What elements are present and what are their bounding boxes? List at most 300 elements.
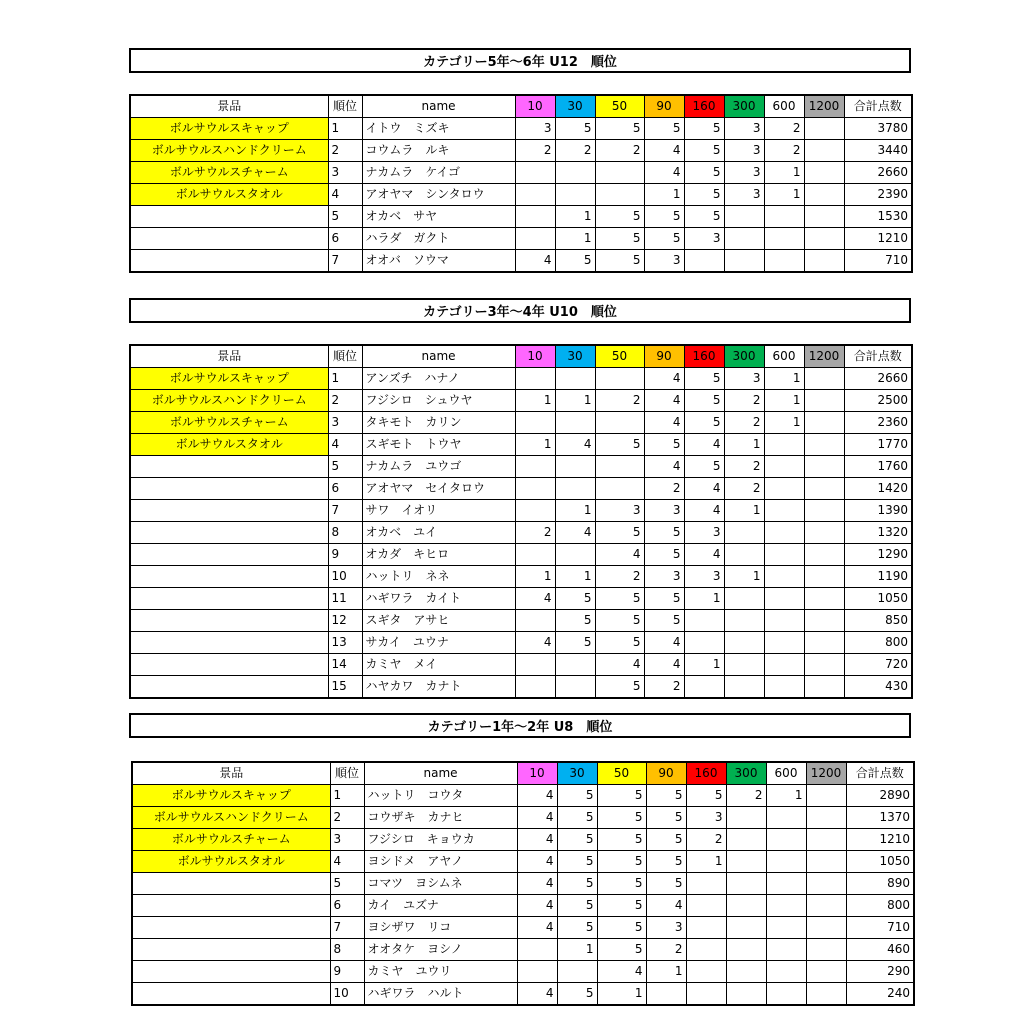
points-cell-p600 — [764, 456, 804, 478]
points-cell-p30: 5 — [555, 632, 595, 654]
points-cell-p10: 2 — [515, 140, 555, 162]
rank-cell: 6 — [330, 895, 364, 917]
points-cell-p50: 5 — [597, 895, 646, 917]
name-cell: ナカムラ ケイゴ — [362, 162, 515, 184]
points-cell-p300: 2 — [724, 456, 764, 478]
table-row — [132, 961, 914, 983]
rank-cell: 3 — [330, 829, 364, 851]
table-row — [130, 250, 912, 273]
points-cell-p90: 4 — [644, 368, 684, 390]
points-cell-p1200 — [804, 588, 844, 610]
points-cell-p90: 4 — [644, 654, 684, 676]
points-cell-p600: 1 — [764, 412, 804, 434]
total-cell: 850 — [844, 610, 912, 632]
points-cell-p50: 2 — [595, 390, 644, 412]
points-cell-p10: 1 — [515, 566, 555, 588]
prize-cell: ボルサウルスキャップ — [130, 368, 328, 390]
prize-cell — [130, 632, 328, 654]
points-cell-p160: 2 — [686, 829, 726, 851]
points-cell-p30: 5 — [557, 807, 597, 829]
prize-cell: ボルサウルスキャップ — [130, 118, 328, 140]
header-p50: 50 — [595, 345, 644, 368]
table-row — [130, 500, 912, 522]
points-cell-p50: 5 — [595, 588, 644, 610]
points-cell-p10: 4 — [517, 917, 557, 939]
total-cell: 1770 — [844, 434, 912, 456]
total-cell: 1420 — [844, 478, 912, 500]
rank-cell: 3 — [328, 162, 362, 184]
points-cell-p30 — [555, 544, 595, 566]
points-cell-p50: 5 — [597, 807, 646, 829]
points-cell-p50: 5 — [597, 851, 646, 873]
prize-cell: ボルサウルスキャップ — [132, 785, 330, 807]
points-cell-p10 — [515, 206, 555, 228]
rank-cell: 7 — [328, 500, 362, 522]
points-cell-p50: 5 — [597, 939, 646, 961]
points-cell-p160: 1 — [686, 851, 726, 873]
header-p50: 50 — [595, 95, 644, 118]
total-cell: 290 — [846, 961, 914, 983]
name-cell: ハットリ コウタ — [364, 785, 517, 807]
points-cell-p1200 — [804, 610, 844, 632]
points-cell-p30: 5 — [557, 829, 597, 851]
ranking-table-u8 — [131, 761, 915, 1006]
rank-cell: 6 — [328, 478, 362, 500]
rank-cell: 11 — [328, 588, 362, 610]
ranking-table-u10 — [129, 344, 913, 699]
points-cell-p30: 5 — [557, 785, 597, 807]
points-cell-p30: 5 — [557, 873, 597, 895]
points-cell-p1200 — [804, 500, 844, 522]
prize-cell — [130, 654, 328, 676]
points-cell-p90: 5 — [644, 206, 684, 228]
table-row — [130, 478, 912, 500]
header-p600: 600 — [766, 762, 806, 785]
points-cell-p1200 — [804, 162, 844, 184]
category-title-text: カテゴリー3年～4年 U10 順位 — [423, 305, 617, 320]
points-cell-p600 — [764, 228, 804, 250]
points-cell-p30: 1 — [555, 500, 595, 522]
points-cell-p50: 5 — [597, 873, 646, 895]
name-cell: オオバ ソウマ — [362, 250, 515, 273]
header-total: 合計点数 — [844, 95, 912, 118]
points-cell-p600 — [766, 829, 806, 851]
points-cell-p10 — [515, 500, 555, 522]
rank-cell: 15 — [328, 676, 362, 699]
table-row — [130, 522, 912, 544]
name-cell: ハヤカワ カナト — [362, 676, 515, 699]
points-cell-p90: 5 — [644, 544, 684, 566]
total-cell: 2360 — [844, 412, 912, 434]
points-cell-p1200 — [806, 917, 846, 939]
name-cell: スギモト トウヤ — [362, 434, 515, 456]
total-cell: 710 — [844, 250, 912, 273]
table-row — [132, 851, 914, 873]
total-cell: 240 — [846, 983, 914, 1006]
points-cell-p1200 — [804, 566, 844, 588]
points-cell-p90: 4 — [644, 162, 684, 184]
points-cell-p90: 5 — [644, 228, 684, 250]
name-cell: ハギワラ ハルト — [364, 983, 517, 1006]
total-cell: 2660 — [844, 162, 912, 184]
points-cell-p30: 4 — [555, 434, 595, 456]
points-cell-p50: 5 — [595, 206, 644, 228]
points-cell-p30: 5 — [555, 588, 595, 610]
table-row — [130, 184, 912, 206]
name-cell: ヨシドメ アヤノ — [364, 851, 517, 873]
category-title-u12 — [129, 48, 911, 73]
points-cell-p160: 5 — [684, 456, 724, 478]
total-cell: 3780 — [844, 118, 912, 140]
points-cell-p1200 — [804, 368, 844, 390]
header-p600: 600 — [764, 95, 804, 118]
header-p300: 300 — [724, 95, 764, 118]
points-cell-p160: 1 — [684, 654, 724, 676]
points-cell-p1200 — [804, 206, 844, 228]
prize-cell — [130, 522, 328, 544]
points-cell-p50: 2 — [595, 566, 644, 588]
points-cell-p30 — [557, 961, 597, 983]
points-cell-p30: 1 — [555, 206, 595, 228]
points-cell-p50 — [595, 478, 644, 500]
points-cell-p90: 2 — [646, 939, 686, 961]
header-prize: 景品 — [130, 345, 328, 368]
points-cell-p30: 5 — [555, 610, 595, 632]
prize-cell — [130, 500, 328, 522]
rank-cell: 5 — [328, 206, 362, 228]
points-cell-p50: 2 — [595, 140, 644, 162]
header-p10: 10 — [517, 762, 557, 785]
points-cell-p90: 5 — [644, 588, 684, 610]
points-cell-p300: 1 — [724, 500, 764, 522]
points-cell-p50: 5 — [595, 610, 644, 632]
points-cell-p300: 2 — [724, 390, 764, 412]
points-cell-p600 — [764, 206, 804, 228]
points-cell-p30: 5 — [555, 250, 595, 273]
prize-cell — [130, 228, 328, 250]
points-cell-p600 — [766, 961, 806, 983]
prize-cell — [130, 478, 328, 500]
total-cell: 2660 — [844, 368, 912, 390]
points-cell-p600 — [764, 588, 804, 610]
rank-cell: 3 — [328, 412, 362, 434]
points-cell-p600: 2 — [764, 118, 804, 140]
table-header-row — [130, 345, 912, 368]
points-cell-p300 — [724, 206, 764, 228]
points-cell-p50: 5 — [595, 676, 644, 699]
prize-cell: ボルサウルスチャーム — [130, 162, 328, 184]
points-cell-p90: 5 — [644, 522, 684, 544]
points-cell-p90: 5 — [646, 873, 686, 895]
rank-cell: 13 — [328, 632, 362, 654]
points-cell-p600 — [764, 654, 804, 676]
table-row — [130, 610, 912, 632]
points-cell-p300: 1 — [724, 434, 764, 456]
prize-cell — [130, 588, 328, 610]
points-cell-p1200 — [804, 412, 844, 434]
points-cell-p90: 3 — [644, 250, 684, 273]
points-cell-p50 — [595, 184, 644, 206]
points-cell-p300 — [724, 632, 764, 654]
table-row — [130, 632, 912, 654]
points-cell-p160 — [686, 895, 726, 917]
rank-cell: 4 — [330, 851, 364, 873]
points-cell-p90: 5 — [646, 785, 686, 807]
points-cell-p90: 5 — [646, 829, 686, 851]
rank-cell: 1 — [330, 785, 364, 807]
prize-cell: ボルサウルスハンドクリーム — [132, 807, 330, 829]
rank-cell: 7 — [330, 917, 364, 939]
points-cell-p10: 4 — [517, 895, 557, 917]
prize-cell — [130, 566, 328, 588]
ranking-table-u12 — [129, 94, 913, 273]
rank-cell: 8 — [330, 939, 364, 961]
header-p10: 10 — [515, 345, 555, 368]
header-total: 合計点数 — [844, 345, 912, 368]
points-cell-p90: 3 — [644, 566, 684, 588]
table-row — [130, 140, 912, 162]
points-cell-p160: 4 — [684, 500, 724, 522]
points-cell-p600: 1 — [764, 368, 804, 390]
table-row — [132, 829, 914, 851]
header-p300: 300 — [724, 345, 764, 368]
points-cell-p30 — [555, 184, 595, 206]
points-cell-p600 — [764, 610, 804, 632]
total-cell: 1390 — [844, 500, 912, 522]
points-cell-p90: 3 — [646, 917, 686, 939]
name-cell: ナカムラ ユウゴ — [362, 456, 515, 478]
points-cell-p30: 5 — [557, 917, 597, 939]
points-cell-p30: 4 — [555, 522, 595, 544]
points-cell-p1200 — [806, 939, 846, 961]
header-rank: 順位 — [328, 95, 362, 118]
points-cell-p300 — [724, 544, 764, 566]
points-cell-p90: 4 — [644, 140, 684, 162]
prize-cell — [130, 676, 328, 699]
points-cell-p160 — [686, 873, 726, 895]
table-row — [130, 654, 912, 676]
rank-cell: 10 — [330, 983, 364, 1006]
points-cell-p50 — [595, 162, 644, 184]
total-cell: 1050 — [846, 851, 914, 873]
points-cell-p300 — [726, 851, 766, 873]
table-row — [130, 434, 912, 456]
points-cell-p30 — [555, 654, 595, 676]
rank-cell: 4 — [328, 434, 362, 456]
points-cell-p160: 5 — [684, 368, 724, 390]
points-cell-p50: 5 — [597, 917, 646, 939]
table-row — [130, 228, 912, 250]
points-cell-p30 — [555, 162, 595, 184]
points-cell-p90: 4 — [646, 895, 686, 917]
points-cell-p300 — [724, 676, 764, 699]
points-cell-p300 — [726, 983, 766, 1006]
points-cell-p300 — [724, 228, 764, 250]
name-cell: ハットリ ネネ — [362, 566, 515, 588]
points-cell-p160: 3 — [684, 522, 724, 544]
points-cell-p10: 3 — [515, 118, 555, 140]
prize-cell: ボルサウルスタオル — [130, 434, 328, 456]
points-cell-p1200 — [806, 961, 846, 983]
table-row — [132, 807, 914, 829]
total-cell: 890 — [846, 873, 914, 895]
points-cell-p600: 2 — [764, 140, 804, 162]
points-cell-p50: 5 — [595, 632, 644, 654]
rank-cell: 7 — [328, 250, 362, 273]
name-cell: イトウ ミズキ — [362, 118, 515, 140]
points-cell-p300: 2 — [724, 478, 764, 500]
header-name: name — [364, 762, 517, 785]
header-p160: 160 — [686, 762, 726, 785]
prize-cell — [130, 456, 328, 478]
total-cell: 1530 — [844, 206, 912, 228]
total-cell: 1290 — [844, 544, 912, 566]
points-cell-p30: 1 — [555, 390, 595, 412]
name-cell: カイ ユズナ — [364, 895, 517, 917]
prize-cell — [132, 895, 330, 917]
points-cell-p10 — [515, 184, 555, 206]
name-cell: フジシロ シュウヤ — [362, 390, 515, 412]
points-cell-p600 — [764, 676, 804, 699]
points-cell-p600 — [764, 250, 804, 273]
points-cell-p50 — [595, 456, 644, 478]
name-cell: ヨシザワ リコ — [364, 917, 517, 939]
points-cell-p90: 5 — [646, 851, 686, 873]
header-p30: 30 — [557, 762, 597, 785]
points-cell-p300 — [726, 829, 766, 851]
name-cell: ハラダ ガクト — [362, 228, 515, 250]
points-cell-p10: 2 — [515, 522, 555, 544]
points-cell-p50: 4 — [595, 544, 644, 566]
points-cell-p160 — [684, 632, 724, 654]
points-cell-p10 — [515, 228, 555, 250]
points-cell-p30 — [555, 676, 595, 699]
category-title-text: カテゴリー1年～2年 U8 順位 — [427, 720, 613, 735]
prize-cell — [130, 206, 328, 228]
name-cell: サカイ ユウナ — [362, 632, 515, 654]
points-cell-p10: 4 — [517, 829, 557, 851]
header-name: name — [362, 95, 515, 118]
points-cell-p30 — [555, 412, 595, 434]
points-cell-p1200 — [804, 118, 844, 140]
name-cell: カミヤ メイ — [362, 654, 515, 676]
prize-cell — [130, 544, 328, 566]
points-cell-p90: 5 — [644, 434, 684, 456]
points-cell-p1200 — [806, 983, 846, 1006]
total-cell: 1370 — [846, 807, 914, 829]
points-cell-p300: 3 — [724, 368, 764, 390]
points-cell-p600 — [764, 434, 804, 456]
total-cell: 2500 — [844, 390, 912, 412]
category-title-u8 — [129, 713, 911, 738]
points-cell-p300 — [726, 895, 766, 917]
points-cell-p1200 — [804, 544, 844, 566]
category-title-text: カテゴリー5年～6年 U12 順位 — [423, 55, 617, 70]
rank-cell: 2 — [328, 390, 362, 412]
points-cell-p10 — [515, 368, 555, 390]
table-header-row — [132, 762, 914, 785]
table-row — [130, 544, 912, 566]
total-cell: 800 — [846, 895, 914, 917]
rank-cell: 1 — [328, 118, 362, 140]
points-cell-p50: 5 — [595, 118, 644, 140]
table-row — [132, 939, 914, 961]
points-cell-p160: 3 — [684, 566, 724, 588]
header-p90: 90 — [646, 762, 686, 785]
points-cell-p10 — [517, 939, 557, 961]
points-cell-p50: 5 — [597, 829, 646, 851]
total-cell: 460 — [846, 939, 914, 961]
prize-cell — [132, 983, 330, 1006]
points-cell-p10: 4 — [517, 807, 557, 829]
points-cell-p600 — [766, 983, 806, 1006]
points-cell-p1200 — [806, 873, 846, 895]
header-p160: 160 — [684, 345, 724, 368]
points-cell-p10 — [515, 412, 555, 434]
table-row — [130, 588, 912, 610]
points-cell-p10 — [515, 610, 555, 632]
total-cell: 1190 — [844, 566, 912, 588]
name-cell: アオヤマ セイタロウ — [362, 478, 515, 500]
points-cell-p1200 — [804, 140, 844, 162]
points-cell-p300 — [726, 917, 766, 939]
points-cell-p160: 5 — [684, 118, 724, 140]
points-cell-p300 — [724, 522, 764, 544]
header-prize: 景品 — [130, 95, 328, 118]
points-cell-p50: 5 — [595, 434, 644, 456]
points-cell-p10: 4 — [517, 983, 557, 1006]
total-cell: 1050 — [844, 588, 912, 610]
points-cell-p160 — [684, 250, 724, 273]
points-cell-p600 — [766, 851, 806, 873]
points-cell-p10 — [517, 961, 557, 983]
header-p600: 600 — [764, 345, 804, 368]
prize-cell — [130, 610, 328, 632]
points-cell-p50: 4 — [595, 654, 644, 676]
points-cell-p1200 — [804, 676, 844, 699]
points-cell-p90: 4 — [644, 412, 684, 434]
points-cell-p30: 1 — [555, 228, 595, 250]
name-cell: アオヤマ シンタロウ — [362, 184, 515, 206]
prize-cell: ボルサウルスタオル — [132, 851, 330, 873]
points-cell-p600 — [766, 807, 806, 829]
total-cell: 710 — [846, 917, 914, 939]
points-cell-p90: 1 — [644, 184, 684, 206]
points-cell-p10: 4 — [517, 873, 557, 895]
points-cell-p160: 5 — [684, 184, 724, 206]
header-p30: 30 — [555, 345, 595, 368]
points-cell-p10: 4 — [517, 785, 557, 807]
header-p160: 160 — [684, 95, 724, 118]
points-cell-p1200 — [806, 851, 846, 873]
points-cell-p300: 3 — [724, 140, 764, 162]
name-cell: ハギワラ カイト — [362, 588, 515, 610]
points-cell-p160: 5 — [684, 140, 724, 162]
rank-cell: 2 — [328, 140, 362, 162]
points-cell-p600 — [764, 566, 804, 588]
name-cell: コマツ ヨシムネ — [364, 873, 517, 895]
header-p50: 50 — [597, 762, 646, 785]
rank-cell: 9 — [330, 961, 364, 983]
name-cell: コウムラ ルキ — [362, 140, 515, 162]
points-cell-p300: 2 — [724, 412, 764, 434]
points-cell-p160: 5 — [684, 412, 724, 434]
points-cell-p30: 2 — [555, 140, 595, 162]
points-cell-p300: 3 — [724, 162, 764, 184]
table-row — [130, 206, 912, 228]
prize-cell: ボルサウルスチャーム — [130, 412, 328, 434]
points-cell-p30: 5 — [557, 895, 597, 917]
